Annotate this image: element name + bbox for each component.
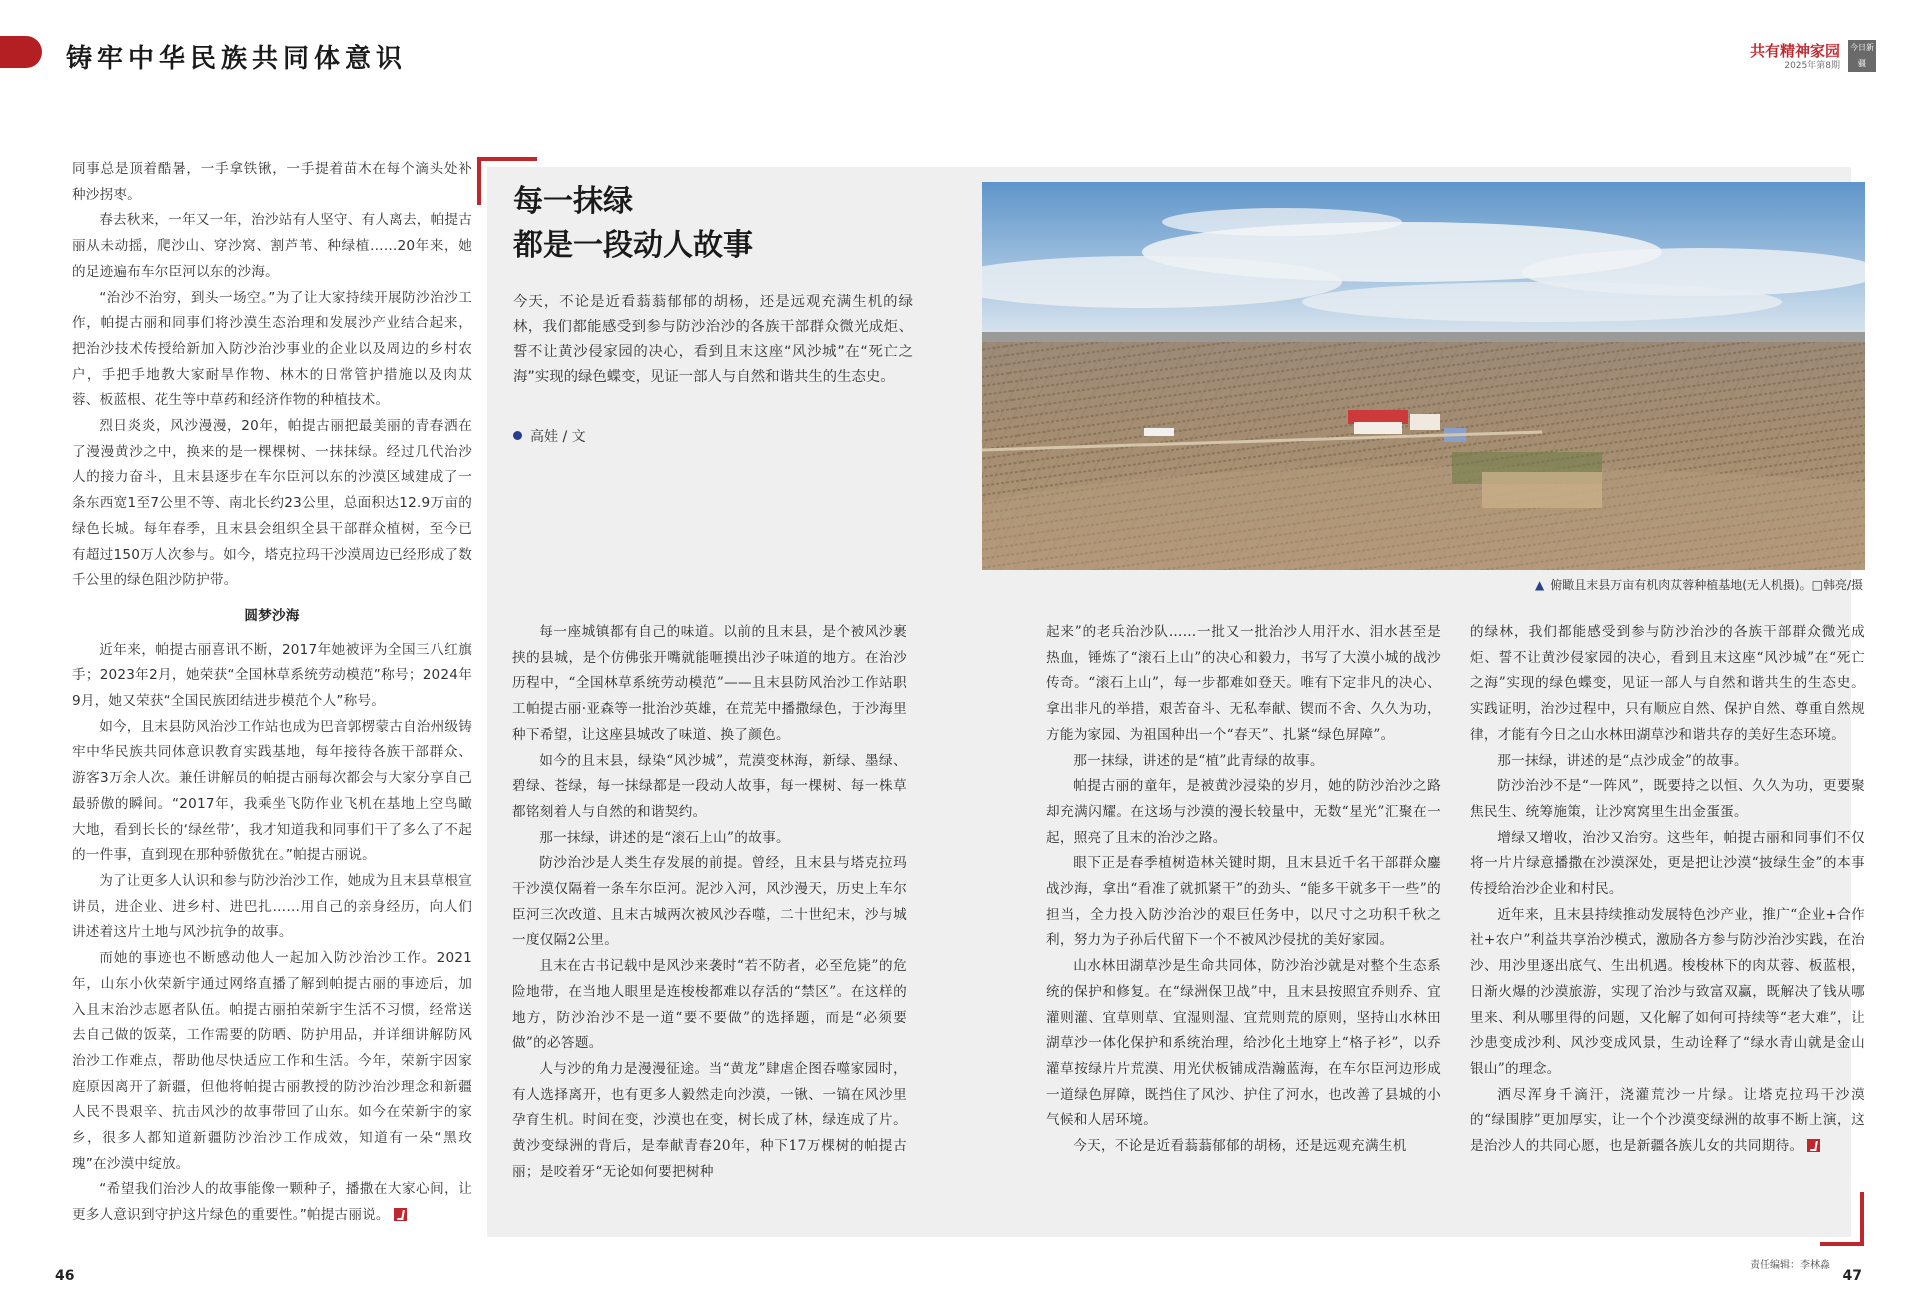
magazine-badge: 今日新疆 <box>1848 40 1876 72</box>
paragraph: “治沙不治穷，到头一场空。”为了让大家持续开展防沙治沙工作，帕提古丽和同事们将沙漠生态治理和发展沙产业结合起来，把治沙技术传授给新加入防沙治沙事业的企业以及周边的乡村农户，手把手地教大家耐旱作物、林木的日常管护措施以及肉苁蓉、板蓝根、花生等中草药和经济作物的种植技术。 <box>72 289 472 409</box>
magazine-name: 共有精神家园 <box>1749 42 1840 60</box>
body-column-3 <box>1470 620 1865 1160</box>
paragraph: 山水林田湖草沙是生命共同体，防沙治沙就是对整个生态系统的保护和修复。在“绿洲保卫战”中，且末县按照宜乔则乔、宜灌则灌、宜草则草、宜湿则湿、宜荒则荒的原则，坚持山水林田湖草沙一体化保护和系统治理，给沙化土地穿上“格子衫”，以乔灌草按绿片片荒漠、用光伏板铺成浩瀚蓝海，在车尔臣河边形成一道绿色屏障，既挡住了风沙、护住了河水，也改善了县城的小气候和人居环境。 <box>1046 958 1441 1129</box>
aerial-photo <box>982 182 1865 570</box>
paragraph: 而她的事迹也不断感动他人一起加入防沙治沙工作。2021年，山东小伙荣新宇通过网络直播了解到帕提古丽的事迹后，加入且末治沙志愿者队伍。帕提古丽拍荣新宇生活不习惯，经常送去自己做的饭菜，工作需要的防晒、防护用品，并详细讲解防风治沙工作难点，帮助他尽快适应工作和生活。今年，荣新宇因家庭原因离开了新疆，但他将帕提古丽教授的防沙治沙理念和新疆人民不畏艰辛、抗击风沙的故事带回了山东。如今在荣新宇的家乡，很多人都知道新疆防沙治沙工作成效，知道有一朵“黑玫瑰”在沙漠中绽放。 <box>72 950 472 1172</box>
paragraph: 那一抹绿，讲述的是“点沙成金”的故事。 <box>1497 752 1748 769</box>
paragraph: 防沙治沙是人类生存发展的前提。曾经，且末县与塔克拉玛干沙漠仅隔着一条车尔臣河。泥沙入河，风沙漫天，历史上车尔臣河三次改道、且末古城两次被风沙吞噬，二十世纪末，沙与城一度仅隔2公里。 <box>512 855 907 949</box>
subheading: 圆梦沙海 <box>244 607 300 624</box>
corner-bracket-bottom <box>1820 1192 1864 1246</box>
paragraph: 起来”的老兵治沙队……一批又一批治沙人用汗水、泪水甚至是热血，锤炼了“滚石上山”的决心和毅力，书写了大漠小城的战沙传奇。“滚石上山”，每一步都难如登天。唯有下定非凡的决心、拿出非凡的举措，艰苦奋斗、无私奉献、锲而不舍、久久为功，方能为家园、为祖国种出一个“春天”、扎紧“绿色屏障”。 <box>1046 624 1441 743</box>
paragraph: 今天，不论是近看蓊蓊郁郁的胡杨，还是远观充满生机 <box>1073 1138 1407 1155</box>
paragraph: 那一抹绿，讲述的是“植”此青绿的故事。 <box>1073 752 1324 769</box>
article-title <box>513 180 753 268</box>
paragraph: 帕提古丽的童年，是被黄沙浸染的岁月，她的防沙治沙之路却充满闪耀。在这场与沙漠的漫长较量中，无数“星光”汇聚在一起，照亮了且末的治沙之路。 <box>1046 778 1441 846</box>
page-number-right: 47 <box>1842 1268 1862 1284</box>
paragraph: 如今，且末县防风治沙工作站也成为巴音郭楞蒙古自治州级铸牢中华民族共同体意识教育实践基地，每年接待各族干部群众、游客3万余人次。兼任讲解员的帕提古丽每次都会与大家分享自己最骄傲的瞬间。“2017年，我乘坐飞防作业飞机在基地上空鸟瞰大地，看到长长的‘绿丝带’，我才知道我和同事们干了多么了不起的一件事，直到现在那种骄傲犹在。”帕提古丽说。 <box>72 718 472 864</box>
title-line: 都是一段动人故事 <box>513 228 753 263</box>
paragraph: 同事总是顶着酷暑，一手拿铁锹，一手提着苗木在每个滴头处补种沙拐枣。 <box>72 161 472 203</box>
paragraph: 为了让更多人认识和参与防沙治沙工作，她成为且末县草根宣讲员，进企业、进乡村、进巴扎……用自己的亲身经历，向人们讲述着这片土地与风沙抗争的故事。 <box>72 872 472 941</box>
editor-credit: 责任编辑：李林淼 <box>1750 1260 1830 1271</box>
end-mark-icon <box>394 1208 407 1221</box>
issue-label: 2025年第8期 <box>1784 61 1840 71</box>
section-marker <box>0 36 42 68</box>
byline <box>513 426 586 446</box>
triangle-icon: ▲ <box>1535 578 1545 592</box>
caption-text: 俯瞰且末县万亩有机肉苁蓉种植基地(无人机摄)。□韩亮/摄 <box>1550 578 1863 592</box>
paragraph: 人与沙的角力是漫漫征途。当“黄龙”肆虐企图吞噬家园时，有人选择离开，也有更多人毅然走向沙漠，一锹、一镐在风沙里孕育生机。时间在变，沙漠也在变，树长成了林，绿连成了片。黄沙变绿洲的背后，是奉献青春20年，种下17万棵树的帕提古丽；是咬着牙“无论如何要把树种 <box>512 1060 907 1180</box>
paragraph: 的绿林，我们都能感受到参与防沙治沙的各族干部群众微光成炬、誓不让黄沙侵家园的决心，看到且末这座“风沙城”在“死亡之海”实现的绿色蝶变，见证一部人与自然和谐共生的生态史。实践证明，治沙过程中，只有顺应自然、保护自然、尊重自然规律，才能有今日之山水林田湖草沙和谐共存的美好生态环境。 <box>1470 624 1865 743</box>
paragraph: 且末在古书记载中是风沙来袭时“若不防者，必至危毙”的危险地带，在当地人眼里是连梭梭都难以存活的“禁区”。在这样的地方，防沙治沙不是一道“要不要做”的选择题，而是“必须要做”的必答题。 <box>512 958 907 1052</box>
section-title: 铸牢中华民族共同体意识 <box>66 44 408 74</box>
paragraph: 防沙治沙不是“一阵风”，既要持之以恒、久久为功，更要聚焦民生、统筹施策，让沙窝窝里生出金蛋蛋。 <box>1470 778 1865 820</box>
paragraph: 如今的且末县，绿染“风沙城”，荒漠变林海，新绿、墨绿、碧绿、苍绿，每一抹绿都是一段动人故事，每一棵树、每一株草都铭刻着人与自然的和谐契约。 <box>512 752 907 820</box>
aerial-photo-illustration <box>982 182 1865 570</box>
paragraph: 增绿又增收，治沙又治穷。这些年，帕提古丽和同事们不仅将一片片绿意播撒在沙漠深处，更是把让沙漠“披绿生金”的本事传授给治沙企业和村民。 <box>1470 829 1865 898</box>
photo-caption <box>1535 576 1863 593</box>
end-mark-icon <box>1807 1139 1820 1152</box>
body-column-2 <box>1046 620 1441 1160</box>
paragraph <box>1470 1083 1865 1160</box>
paragraph <box>72 1177 472 1228</box>
paragraph: 那一抹绿，讲述的是“滚石上山”的故事。 <box>539 829 790 846</box>
body-column-1 <box>512 620 907 1185</box>
paragraph: 眼下正是春季植树造林关键时期，且末县近千名干部群众鏖战沙海，拿出“看准了就抓紧干”的劲头、“能多干就多干一些”的担当，全力投入防沙治沙的艰巨任务中，以尺寸之功积千秋之利，努力为子孙后代留下一个不被风沙侵扰的美好家园。 <box>1046 855 1441 949</box>
article-lead: 今天，不论是近看蓊蓊郁郁的胡杨，还是远观充满生机的绿林，我们都能感受到参与防沙治沙的各族干部群众微光成炬、誓不让黄沙侵家园的决心，看到且末这座“风沙城”在“死亡之海”实现的绿色蝶变，见证一部人与自然和谐共生的生态史。 <box>513 294 913 385</box>
paragraph: 烈日炎炎，风沙漫漫，20年，帕提古丽把最美丽的青春洒在了漫漫黄沙之中，换来的是一棵棵树、一抹抹绿。经过几代治沙人的接力奋斗，且末县逐步在车尔臣河以东的沙漠区域建成了一条东西宽1至7公里不等、南北长约23公里，总面积达12.9万亩的绿色长城。每年春季，且末县会组织全县干部群众植树，至今已有超过150万人次参与。如今，塔克拉玛干沙漠周边已经形成了数千公里的绿色阻沙防护带。 <box>72 418 472 589</box>
title-line: 每一抹绿 <box>513 184 633 219</box>
byline-text: 高娃 / 文 <box>530 429 586 445</box>
paragraph-text: 洒尽浑身千滴汗，浇灌荒沙一片绿。让塔克拉玛干沙漠的“绿围脖”更加厚实，让一个个沙漠变绿洲的故事不断上演，这是治沙人的共同心愿，也是新疆各族儿女的共同期待。 <box>1470 1086 1865 1155</box>
bullet-icon <box>513 431 522 440</box>
paragraph: 每一座城镇都有自己的味道。以前的且末县，是个被风沙裹挟的县城，是个仿佛张开嘴就能咂摸出沙子味道的地方。在治沙历程中，“全国林草系统劳动模范”——且末县防风治沙工作站职工帕提古丽·亚森等一批治沙英雄，在荒芜中播撒绿色，于沙海里种下希望，让这座县城改了味道、换了颜色。 <box>512 624 907 743</box>
paragraph-text: “希望我们治沙人的故事能像一颗种子，播撒在大家心间，让更多人意识到守护这片绿色的重要性。”帕提古丽说。 <box>72 1181 472 1224</box>
paragraph: 近年来，帕提古丽喜讯不断，2017年她被评为全国三八红旗手；2023年2月，她荣获“全国林草系统劳动模范”称号；2024年9月，她又荣获“全国民族团结进步模范个人”称号。 <box>72 641 472 710</box>
paragraph: 近年来，且末县持续推动发展特色沙产业，推广“企业+合作社+农户”利益共享治沙模式，激励各方参与防沙治沙实践，在治沙、用沙里逐出底气、生出机遇。梭梭林下的肉苁蓉、板蓝根，日渐火爆的沙漠旅游，实现了治沙与致富双赢，既解决了钱从哪里来、利从哪里得的问题，又化解了如何可持续等“老大难”，让沙患变成沙利、风沙变成风景，生动诠释了“绿水青山就是金山银山”的理念。 <box>1470 906 1865 1077</box>
left-page-column <box>72 157 472 1229</box>
paragraph: 春去秋来，一年又一年，治沙站有人坚守、有人离去，帕提古丽从未动摇，爬沙山、穿沙窝、割芦苇、种绿植……20年来，她的足迹遍布车尔臣河以东的沙海。 <box>72 212 472 280</box>
page-number-left: 46 <box>55 1268 75 1284</box>
